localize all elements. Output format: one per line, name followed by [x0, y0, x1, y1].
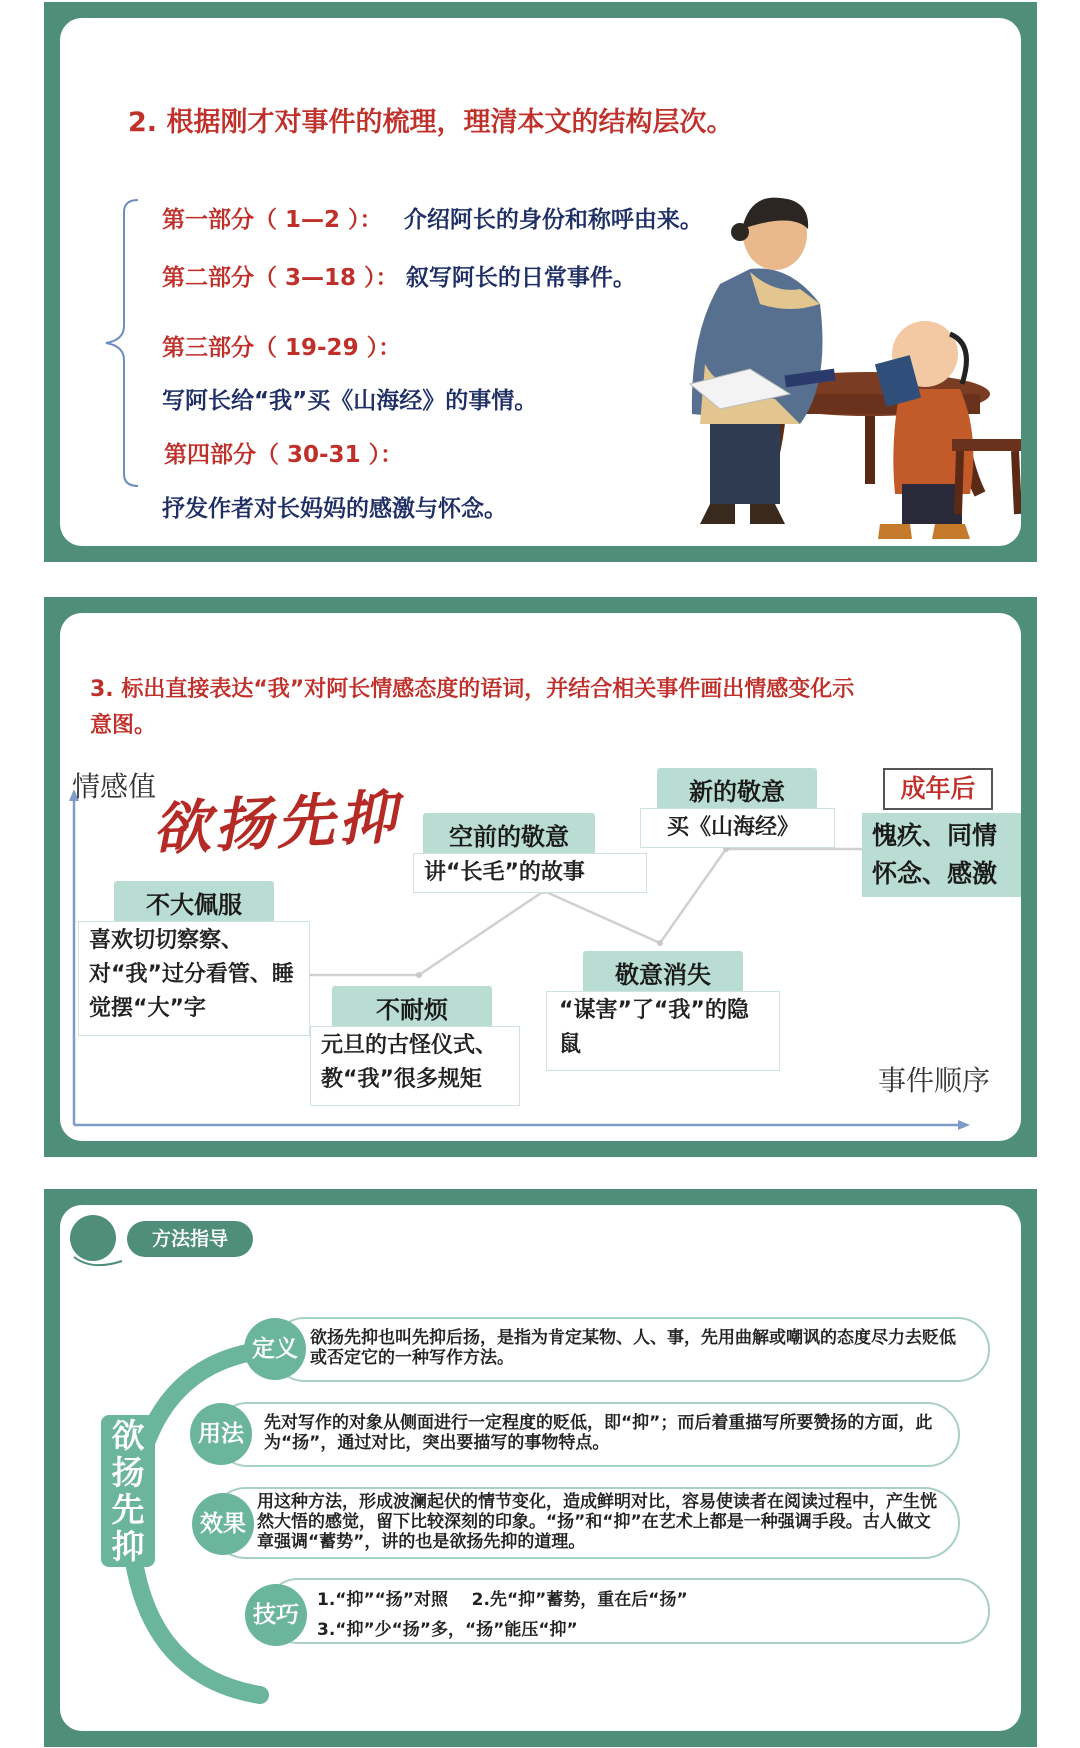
tag-unprecedented-respect: 空前的敬意: [423, 813, 595, 855]
label-usage: 用法: [190, 1403, 252, 1465]
slide-structure-card: [60, 18, 1021, 546]
box-new-respect: 买《山海经》: [640, 808, 835, 848]
label-definition: 定义: [244, 1318, 306, 1380]
technique-line1: 1.“抑”“扬”对照 2.先“抑”蓄势，重在后“扬”: [317, 1590, 688, 1610]
box-not-admire: 喜欢切切察察、对“我”过分看管、睡觉摆“大”字: [78, 921, 310, 1036]
part2-desc: 叙写阿长的日常事件。: [405, 265, 636, 291]
tag-adulthood: 成年后: [883, 768, 993, 810]
y-axis-label: 情感值: [72, 770, 157, 803]
slide-emotion-chart-card: [60, 613, 1021, 1141]
text-usage: 先对写作的对象从侧面进行一定程度的贬低，即“抑”；而后着重描写所要赞扬的方面，此为“扬”，通过对比，突出要描写的事物特点。: [264, 1413, 933, 1453]
slide1-heading: 2. 根据刚才对事件的梳理，理清本文的结构层次。: [128, 107, 734, 138]
brace-icon: [100, 198, 140, 488]
part2: [162, 259, 636, 292]
slide-method-guide: [44, 1189, 1037, 1747]
calligraphy-title: 欲扬先抑: [150, 782, 402, 864]
part1: [162, 201, 703, 234]
part4-label: 第四部分（ 30-31 ）：: [164, 442, 404, 468]
text-definition: 欲扬先抑也叫先抑后扬，是指为肯定某物、人、事，先用曲解或嘲讽的态度尽力去贬低或否定它的一种写作方法。: [310, 1328, 956, 1368]
tag-impatient: 不耐烦: [332, 986, 492, 1028]
slide-method-guide-card: [60, 1205, 1021, 1731]
tag-new-respect: 新的敬意: [657, 768, 817, 810]
label-effect: 效果: [192, 1493, 254, 1555]
x-axis-label: 事件顺序: [878, 1064, 991, 1097]
x-axis-arrow: [958, 1120, 970, 1130]
part3-label: 第三部分（ 19-29 ）：: [162, 335, 402, 361]
box-unprecedented-respect: 讲“长毛”的故事: [413, 853, 647, 893]
label-technique: 技巧: [245, 1584, 307, 1646]
box-respect-gone: “谋害”了“我”的隐鼠: [546, 991, 780, 1071]
part2-label: 第二部分（ 3—18 ）：: [162, 265, 399, 291]
technique-line2: 3.“抑”少“扬”多，“扬”能压“抑”: [317, 1620, 578, 1640]
part1-label: 第一部分（ 1—2 ）：: [162, 207, 383, 233]
part3-desc: 写阿长给“我”买《山海经》的事情。: [162, 388, 538, 414]
box-adulthood: 愧疚、同情怀念、感激: [862, 813, 1021, 897]
slide-emotion-chart: [44, 597, 1037, 1157]
part4-desc: 抒发作者对长妈妈的感激与怀念。: [162, 496, 507, 522]
tag-not-admire: 不大佩服: [114, 881, 274, 923]
slide-structure: [44, 2, 1037, 562]
slide2-heading-line2: 意图。: [90, 713, 157, 738]
text-effect: 用这种方法，形成波澜起伏的情节变化，造成鲜明对比，容易使读者在阅读过程中，产生恍然大悟的感觉，留下比较深刻的印象。“扬”和“抑”在艺术上都是一种强调手段。古人做文章强调“蓄势”，讲的也是欲扬先抑的道理。: [257, 1492, 937, 1552]
tag-respect-gone: 敬意消失: [583, 951, 743, 993]
text-technique: [317, 1585, 967, 1645]
slide2-heading-line1: 3. 标出直接表达“我”对阿长情感态度的语词，并结合相关事件画出情感变化示: [90, 677, 855, 702]
illustration-ah-chang-and-boy: [680, 194, 1021, 546]
vertical-title: 欲扬先抑: [101, 1415, 155, 1567]
badge-method-guide: 方法指导: [127, 1221, 253, 1257]
part1-desc: 介绍阿长的身份和称呼由来。: [403, 207, 703, 233]
box-impatient: 元旦的古怪仪式、教“我”很多规矩: [310, 1026, 520, 1106]
mindmap-arc: [60, 1205, 1021, 1731]
